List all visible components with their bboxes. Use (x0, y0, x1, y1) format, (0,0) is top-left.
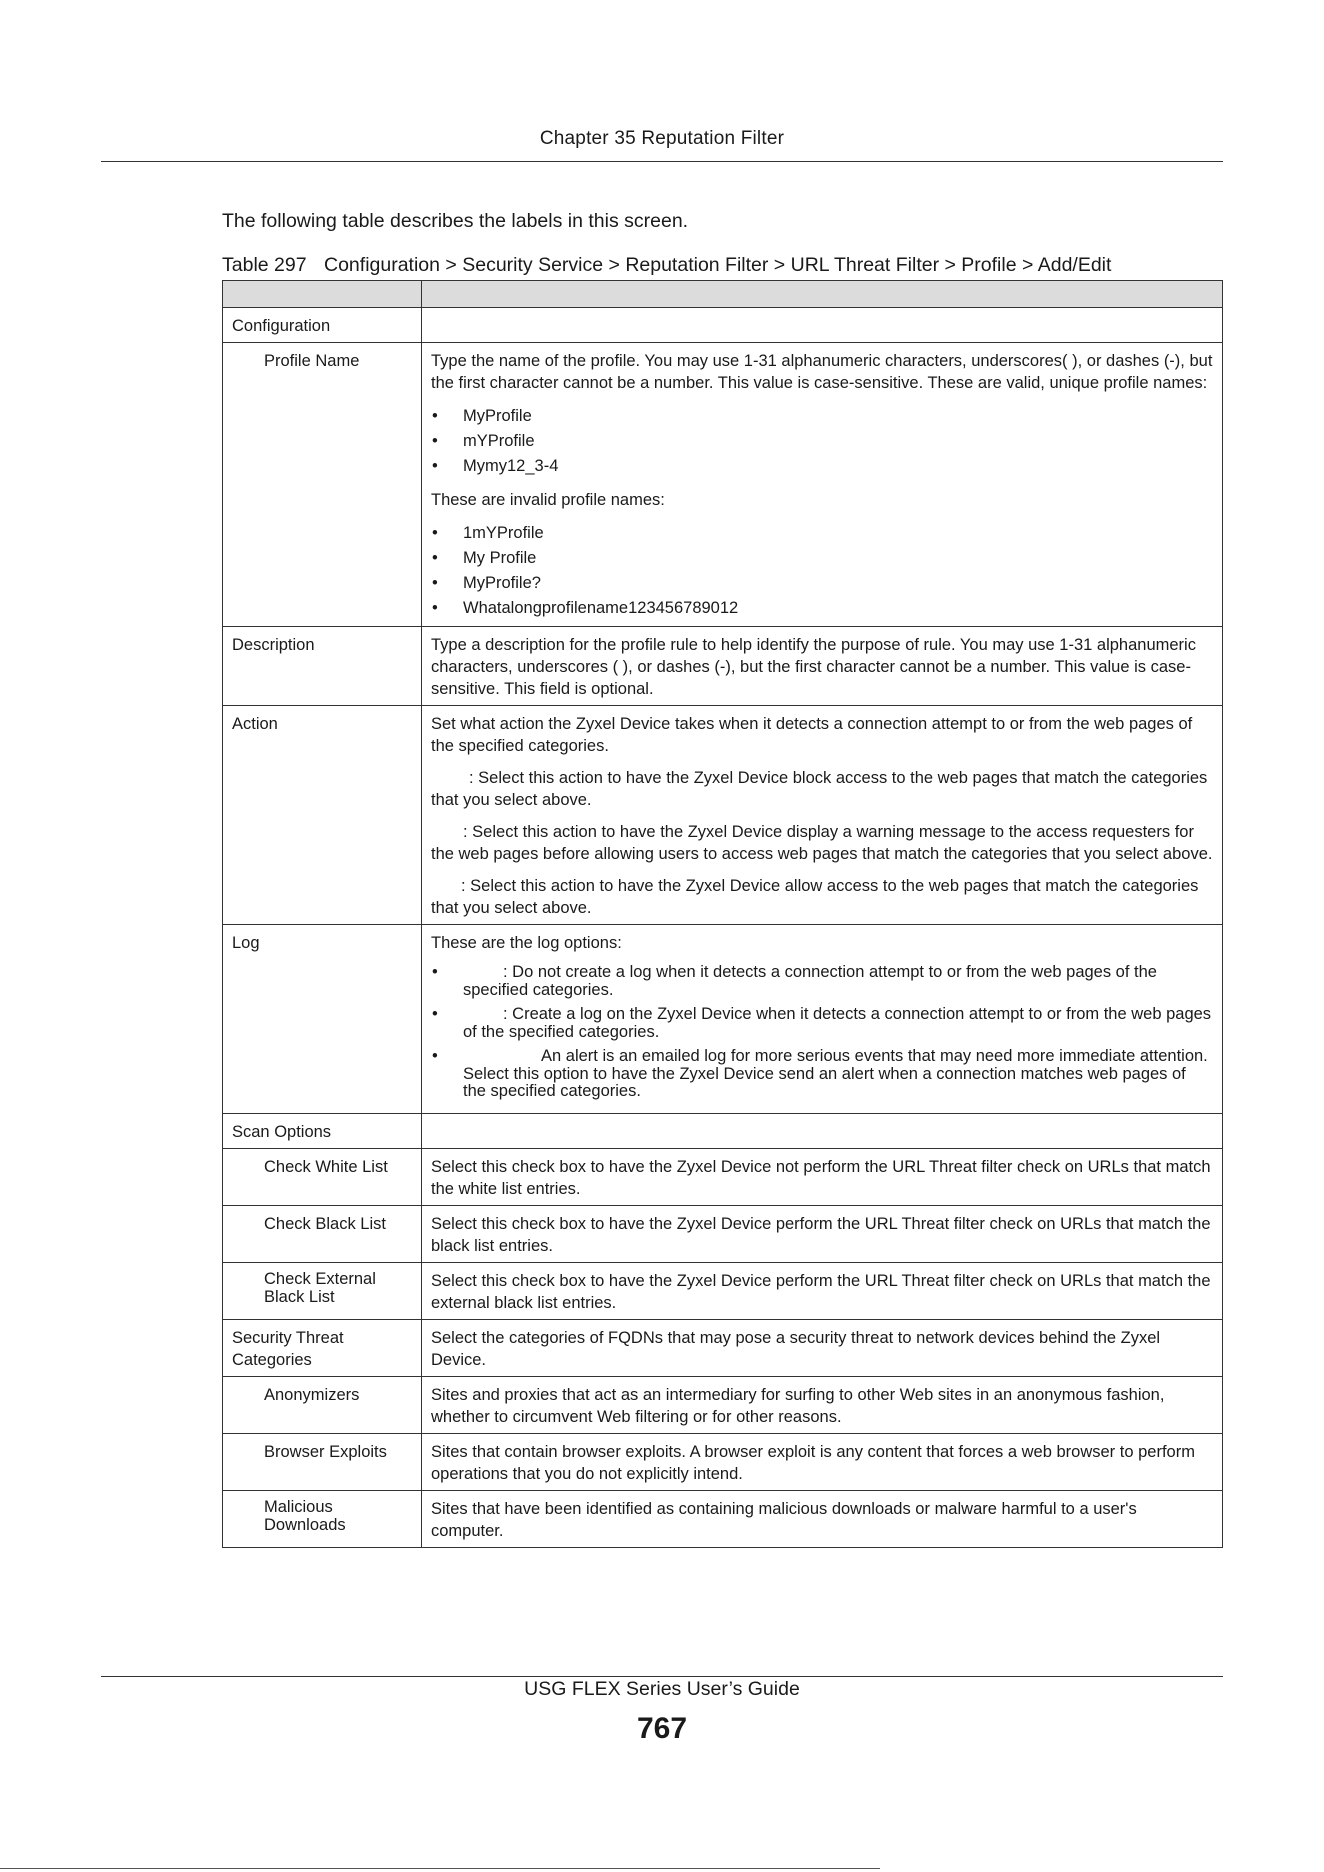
row-label-action: Action (223, 706, 422, 925)
row-label-log: Log (223, 925, 422, 1114)
table-row (223, 1262, 1223, 1319)
row-desc-profile-name (422, 343, 1223, 627)
list-item: • : Create a log on the Zyxel Device when it detects a connection attempt to or from the web pages of the specified categories. (431, 1006, 1213, 1041)
log-intro: These are the log options: (431, 934, 622, 952)
table-caption (222, 254, 1111, 277)
row-label-anonymizers: Anonymizers (223, 1376, 422, 1433)
table-row (223, 343, 1223, 627)
page-bottom-line (0, 1868, 880, 1869)
table-row (223, 1148, 1223, 1205)
invalid-names-intro: These are invalid profile names: (431, 491, 665, 509)
table-caption-path: Configuration > Security Service > Reputation Filter > URL Threat Filter > Profile > Add/Edit (324, 254, 1112, 276)
table-row (223, 308, 1223, 343)
row-desc-malicious-downloads: Sites that have been identified as containing malicious downloads or malware harmful to a user's computer. (422, 1490, 1223, 1547)
row-desc-action (422, 706, 1223, 925)
log-options-list (431, 964, 1213, 1101)
labels-table (222, 280, 1223, 1548)
table-number: Table 297 (222, 254, 307, 276)
row-desc-scan-options (422, 1113, 1223, 1148)
table-row (223, 1376, 1223, 1433)
row-label-check-external-black-list: Check External Black List (223, 1262, 422, 1319)
table-row (223, 627, 1223, 706)
footer-divider (101, 1676, 1223, 1677)
row-desc-log (422, 925, 1223, 1114)
row-label-malicious-downloads: Malicious Downloads (223, 1490, 422, 1547)
list-item: • 1mYProfile (431, 521, 1213, 546)
guide-title: USG FLEX Series User’s Guide (524, 1678, 800, 1700)
list-item: • Mymy12_3-4 (431, 454, 1213, 479)
row-desc-anonymizers: Sites and proxies that act as an intermediary for surfing to other Web sites in an anonymous fashion, whether to circumvent Web filtering or for other reasons. (422, 1376, 1223, 1433)
row-desc-browser-exploits: Sites that contain browser exploits. A browser exploit is any content that forces a web browser to perform operations that you do not explicitly intend. (422, 1433, 1223, 1490)
row-label-profile-name: Profile Name (223, 343, 422, 627)
invalid-names-list (431, 521, 1213, 621)
table-header-row (223, 281, 1223, 308)
row-label-check-black-list: Check Black List (223, 1205, 422, 1262)
action-intro: Set what action the Zyxel Device takes when it detects a connection attempt to or from the web pages of the specified categories. (431, 715, 1193, 755)
action-warn-text: : Select this action to have the Zyxel Device display a warning message to the access requesters for the web pages before allowing users to access web pages that match the categories that you select above. (431, 823, 1213, 863)
chapter-title: Chapter 35 Reputation Filter (539, 128, 785, 149)
row-desc-security-threat-categories: Select the categories of FQDNs that may pose a security threat to network devices behind the Zyxel Device. (422, 1319, 1223, 1376)
row-label-browser-exploits: Browser Exploits (223, 1433, 422, 1490)
action-block-text: : Select this action to have the Zyxel Device block access to the web pages that match the categories that you select above. (431, 769, 1208, 809)
list-item: • MyProfile (431, 404, 1213, 429)
table-row (223, 925, 1223, 1114)
list-item: • My Profile (431, 546, 1213, 571)
list-item: • MyProfile? (431, 571, 1213, 596)
table-row (223, 706, 1223, 925)
row-label-scan-options: Scan Options (223, 1113, 422, 1148)
header-cell-label (223, 281, 422, 308)
row-desc-configuration (422, 308, 1223, 343)
row-desc-check-white-list: Select this check box to have the Zyxel Device not perform the URL Threat filter check on URLs that match the white list entries. (422, 1148, 1223, 1205)
table-row (223, 1319, 1223, 1376)
row-desc-check-black-list: Select this check box to have the Zyxel Device perform the URL Threat filter check on URLs that match the black list entries. (422, 1205, 1223, 1262)
row-desc-check-external-black-list: Select this check box to have the Zyxel Device perform the URL Threat filter check on URLs that match the external black list entries. (422, 1262, 1223, 1319)
table-row (223, 1490, 1223, 1547)
row-label-configuration: Configuration (223, 308, 422, 343)
row-desc-description: Type a description for the profile rule to help identify the purpose of rule. You may use 1-31 alphanumeric characters, underscores ( ), or dashes (-), but the first character cannot be a number. This value is case-sensitive. This field is optional. (422, 627, 1223, 706)
table-row (223, 1113, 1223, 1148)
list-item: • Whatalongprofilename123456789012 (431, 596, 1213, 621)
page-number: 767 (636, 1712, 688, 1745)
list-item: • : Do not create a log when it detects a connection attempt to or from the web pages of the specified categories. (431, 964, 1213, 999)
action-pass-text: : Select this action to have the Zyxel Device allow access to the web pages that match the categories that you select above. (431, 877, 1199, 917)
row-label-security-threat-categories: Security Threat Categories (223, 1319, 422, 1376)
header-divider (101, 161, 1223, 162)
profile-name-text: Type the name of the profile. You may use 1-31 alphanumeric characters, underscores( ), or dashes (-), but the first character cannot be a number. This value is case-sensitive. These are valid, unique profile names: (431, 352, 1213, 392)
list-item: • mYProfile (431, 429, 1213, 454)
table-row (223, 1205, 1223, 1262)
header-cell-description (422, 281, 1223, 308)
table-row (223, 1433, 1223, 1490)
row-label-description: Description (223, 627, 422, 706)
row-label-check-white-list: Check White List (223, 1148, 422, 1205)
list-item: • An alert is an emailed log for more serious events that may need more immediate attention. Select this option to have the Zyxel Device send an alert when a connection matches web pages of the specified categories. (431, 1048, 1213, 1101)
intro-text: The following table describes the labels in this screen. (222, 210, 689, 232)
valid-names-list (431, 404, 1213, 479)
